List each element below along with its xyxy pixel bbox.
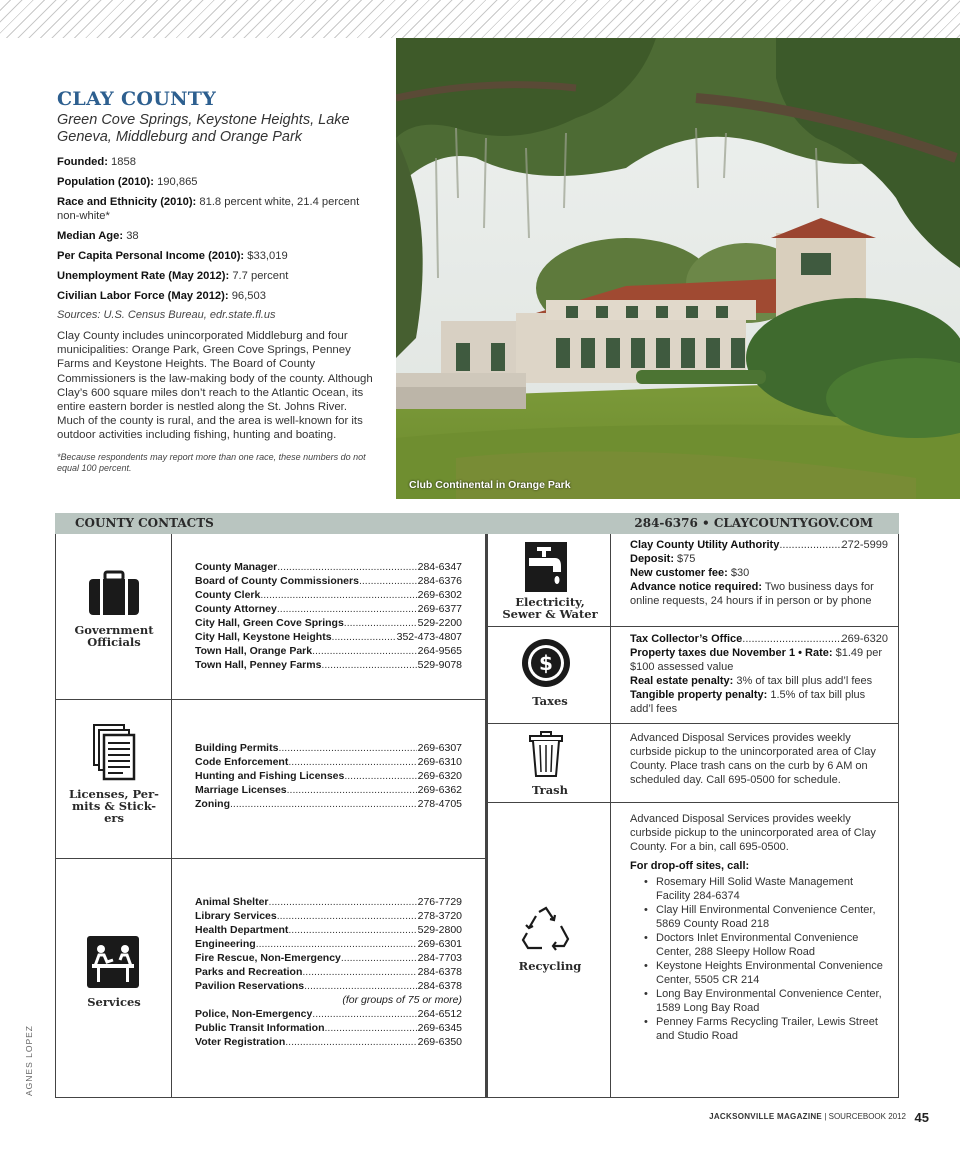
- fact-line: [57, 249, 377, 263]
- recycle-icon: [521, 906, 571, 956]
- entry-phone: 269-6320: [417, 770, 462, 782]
- directory-row: [195, 769, 462, 783]
- entry-phone: 269-6362: [417, 784, 462, 796]
- entry-phone: 276-7729: [417, 896, 462, 908]
- entry-phone: 352-473-4807: [396, 631, 462, 643]
- entry-name: Police, Non-Emergency: [195, 1008, 313, 1020]
- info-label: Real estate penalty:: [630, 675, 734, 687]
- entry-phone: 529-9078: [417, 659, 462, 671]
- svg-text:$: $: [539, 651, 553, 675]
- contacts-header-bar: [55, 513, 899, 534]
- trash-text: Advanced Disposal Services provides weekly curbside pickup to the unincorporated area of Clay County. Place trash cans on the curb by 6 AM on scheduled day. Call 695-0500 for schedule.: [630, 732, 876, 786]
- dot-leader: [312, 1007, 416, 1021]
- info-label: Advance notice required:: [630, 581, 763, 593]
- fact-value: 81.8 percent white, 21.4 percent non-white*: [57, 196, 360, 222]
- sources-line: Sources: U.S. Census Bureau, edr.state.fl.us: [57, 309, 276, 321]
- directory-row: [195, 560, 462, 574]
- entry-phone: 269-6377: [417, 603, 462, 615]
- dot-leader: [742, 632, 841, 646]
- services-desk-icon: [87, 936, 139, 988]
- dot-leader: [277, 909, 417, 923]
- grid-divider: [55, 699, 485, 700]
- entry-name: City Hall, Keystone Heights: [195, 631, 332, 643]
- office-phone: 269-6320: [841, 633, 888, 645]
- services-directory: [195, 895, 462, 1049]
- category-label-services: Services: [87, 995, 141, 1009]
- entry-phone: 284-6378: [417, 966, 462, 978]
- recycling-info: [630, 812, 888, 1043]
- dollar-icon: [521, 638, 571, 688]
- entry-name: County Attorney: [195, 603, 277, 615]
- entry-phone: 284-6376: [417, 575, 462, 587]
- race-footnote: *Because respondents may report more than one race, these numbers do not equal 100 percent.: [57, 451, 366, 473]
- label-line: Electricity,: [515, 595, 585, 609]
- info-label: Property taxes due November 1 • Rate:: [630, 647, 833, 659]
- grid-divider: [55, 858, 485, 859]
- fact-line: [57, 229, 377, 243]
- directory-row: [195, 644, 462, 658]
- entry-phone: 269-6301: [417, 938, 462, 950]
- government-directory: [195, 560, 462, 672]
- fact-value: $33,019: [244, 250, 288, 262]
- dot-leader: [341, 951, 417, 965]
- dot-leader: [325, 1021, 417, 1035]
- label-line: ers: [104, 811, 124, 825]
- dot-leader: [285, 1035, 416, 1049]
- grid-divider: [488, 626, 898, 627]
- faucet-icon: [525, 542, 567, 592]
- dot-leader: [304, 979, 416, 993]
- documents-icon: [93, 724, 137, 782]
- entry-phone: 278-3720: [417, 910, 462, 922]
- directory-row: [195, 1021, 462, 1035]
- dot-leader: [312, 644, 417, 658]
- category-label-taxes: Taxes: [532, 694, 568, 708]
- dot-leader: [321, 658, 416, 672]
- entry-phone: 269-6307: [417, 742, 462, 754]
- entry-name: Town Hall, Penney Farms: [195, 659, 322, 671]
- entry-name: City Hall, Green Cove Springs: [195, 617, 344, 629]
- office-row: [630, 632, 888, 646]
- entry-phone: 269-6345: [417, 1022, 462, 1034]
- grid-center-divider: [485, 534, 488, 1098]
- fact-line: [57, 155, 377, 169]
- info-value: Two business days for online requests, 24 hours if in person or by phone: [630, 581, 874, 607]
- dot-leader: [277, 560, 416, 574]
- entry-name: Pavilion Reservations: [195, 980, 305, 992]
- entry-name: County Manager: [195, 561, 278, 573]
- dropoff-site: • Keystone Heights Environmental Convenience Center, 5505 CR 214: [630, 959, 888, 987]
- fact-line: [57, 289, 377, 303]
- directory-row: [195, 909, 462, 923]
- directory-row: [195, 602, 462, 616]
- entry-phone: 284-6378: [417, 980, 462, 992]
- info-line: [630, 688, 888, 716]
- info-label: Deposit:: [630, 553, 674, 565]
- info-value: $1.49 per $100 assessed value: [630, 647, 883, 673]
- photo-caption: Club Continental in Orange Park: [409, 479, 571, 491]
- label-line: Sewer & Water: [502, 607, 598, 621]
- category-label-licenses: [59, 788, 169, 824]
- office-name: Clay County Utility Authority: [630, 539, 780, 551]
- entry-phone: 269-6310: [417, 756, 462, 768]
- dropoff-site: • Doctors Inlet Environmental Convenience Center, 288 Sleepy Hollow Road: [630, 931, 888, 959]
- trash-info: [630, 731, 888, 787]
- entry-name: Marriage Licenses: [195, 784, 287, 796]
- entry-name: Hunting and Fishing Licenses: [195, 770, 345, 782]
- directory-row: [195, 1007, 462, 1021]
- fact-line: [57, 195, 377, 223]
- dot-leader: [269, 895, 417, 909]
- dropoff-sites: [630, 875, 888, 1043]
- dot-leader: [287, 783, 417, 797]
- directory-row: [195, 965, 462, 979]
- info-label: Tangible property penalty:: [630, 689, 768, 701]
- fact-line: [57, 175, 377, 189]
- grid-divider: [488, 723, 898, 724]
- fact-value: 96,503: [228, 290, 266, 302]
- trash-can-icon: [529, 731, 563, 777]
- hatched-header-band: [0, 0, 960, 38]
- county-title: CLAY COUNTY: [57, 88, 217, 110]
- label-line: mits & Stick-: [72, 799, 156, 813]
- dropoff-site: • Clay Hill Environmental Convenience Center, 5869 County Road 218: [630, 903, 888, 931]
- dot-leader: [779, 538, 841, 552]
- fact-label: Unemployment Rate (May 2012):: [57, 270, 230, 282]
- page-number: 45: [914, 1110, 929, 1125]
- county-facts: [57, 155, 377, 303]
- photo-credit: AGNES LOPEZ: [24, 1025, 34, 1096]
- directory-row: [195, 1035, 462, 1049]
- info-line: [630, 552, 888, 566]
- dropoff-site: • Long Bay Environmental Convenience Center, 1589 Long Bay Road: [630, 987, 888, 1015]
- entry-name: Library Services: [195, 910, 277, 922]
- info-value: 1.5% of tax bill plus add’l fees: [630, 689, 866, 715]
- fact-label: Founded:: [57, 156, 108, 168]
- dot-leader: [230, 797, 417, 811]
- mansion-photo-illustration: [396, 38, 960, 499]
- dropoff-site: • Penney Farms Recycling Trailer, Lewis Street and Studio Road: [630, 1015, 888, 1043]
- entry-name: Fire Rescue, Non-Emergency: [195, 952, 341, 964]
- office-phone: 272-5999: [841, 539, 888, 551]
- directory-row: [195, 895, 462, 909]
- entry-phone: 284-6347: [417, 561, 462, 573]
- directory-row: [195, 797, 462, 811]
- directory-row: [195, 937, 462, 951]
- directory-row: [195, 741, 462, 755]
- entry-name: Animal Shelter: [195, 896, 269, 908]
- grid-divider: [488, 802, 898, 803]
- category-label-government: Government Officials: [74, 623, 154, 649]
- fact-label: Population (2010):: [57, 176, 154, 188]
- entry-phone: 264-6512: [417, 1008, 462, 1020]
- contacts-main-phone-url: 284-6376 • CLAYCOUNTYGOV.COM: [634, 516, 873, 530]
- pavilion-note: (for groups of 75 or more): [342, 994, 462, 1006]
- entry-phone: 529-2200: [417, 617, 462, 629]
- directory-row: [195, 923, 462, 937]
- entry-phone: 264-9565: [417, 645, 462, 657]
- category-label-utilities: [491, 596, 609, 620]
- dot-leader: [288, 923, 416, 937]
- fact-value: 1858: [107, 156, 136, 168]
- fact-value: 190,865: [153, 176, 198, 188]
- entry-name: County Clerk: [195, 589, 261, 601]
- entry-phone: 529-2800: [417, 924, 462, 936]
- utilities-info: [630, 538, 888, 608]
- taxes-info: [630, 632, 888, 716]
- entry-name: Public Transit Information: [195, 1022, 325, 1034]
- briefcase-icon: [88, 570, 140, 616]
- category-label-recycling: Recycling: [518, 959, 582, 973]
- entry-name: Health Department: [195, 924, 289, 936]
- info-line: [630, 566, 888, 580]
- county-info: [57, 88, 377, 474]
- directory-row: [195, 951, 462, 965]
- grid-divider: [610, 534, 611, 1098]
- dot-leader: [359, 574, 417, 588]
- directory-row: [195, 979, 462, 993]
- info-line: [630, 580, 888, 608]
- licenses-directory: [195, 741, 462, 811]
- dot-leader: [278, 741, 416, 755]
- folio-separator: |: [824, 1112, 827, 1121]
- entry-name: Code Enforcement: [195, 756, 289, 768]
- entry-name: Board of County Commissioners: [195, 575, 359, 587]
- dropoff-label: [630, 859, 888, 873]
- info-value: 3% of tax bill plus add’l fees: [733, 675, 873, 687]
- dropoff-site: • Rosemary Hill Solid Waste Management Facility 284-6374: [630, 875, 888, 903]
- entry-name: Parks and Recreation: [195, 966, 303, 978]
- entry-phone: 284-7703: [417, 952, 462, 964]
- contacts-grid: [55, 534, 899, 1098]
- entry-name: Zoning: [195, 798, 230, 810]
- magazine-name: JACKSONVILLE MAGAZINE: [709, 1112, 823, 1121]
- info-value: $30: [727, 567, 750, 579]
- fact-label: Civilian Labor Force (May 2012):: [57, 290, 229, 302]
- directory-row: [195, 616, 462, 630]
- office-row: [630, 538, 888, 552]
- recycling-text: Advanced Disposal Services provides weekly curbside pickup to the unincorporated area of Clay County. For a bin, call 695-0500.: [630, 813, 876, 853]
- entry-phone: 269-6302: [417, 589, 462, 601]
- directory-row: [195, 630, 462, 644]
- fact-value: 38: [123, 230, 139, 242]
- entry-name: Town Hall, Orange Park: [195, 645, 313, 657]
- fact-line: [57, 269, 377, 283]
- dropoff-label-text: For drop-off sites, call:: [630, 860, 750, 872]
- fact-label: Race and Ethnicity (2010):: [57, 196, 197, 208]
- county-subtitle: Green Cove Springs, Keystone Heights, Lake Geneva, Middleburg and Orange Park: [57, 112, 350, 145]
- contacts-title: COUNTY CONTACTS: [75, 516, 214, 530]
- dot-leader: [344, 769, 416, 783]
- info-value: $75: [674, 553, 696, 565]
- fact-label: Median Age:: [57, 230, 124, 242]
- county-description: Clay County includes unincorporated Middleburg and four municipalities: Orange Park, Green Cove Springs, Penney Farms and Keystone Heights. The Board of County Commissioners is the law-making body of the county. Although Clay’s 600 square miles don’t reach to the Atlantic Ocean, its entire eastern border is nestled along the St. Johns River. Much of the county is rural, and the area is well-known for its outdoor activities including fishing, hunting and boating.: [57, 330, 373, 442]
- directory-row: [195, 658, 462, 672]
- info-label: New customer fee:: [630, 567, 728, 579]
- category-label-trash: Trash: [531, 783, 569, 797]
- club-continental-photo: [396, 38, 960, 499]
- entry-phone: 278-4705: [417, 798, 462, 810]
- dot-leader: [332, 630, 396, 644]
- directory-row: [195, 574, 462, 588]
- info-line: [630, 674, 888, 688]
- fact-value: 7.7 percent: [229, 270, 289, 282]
- info-line: [630, 646, 888, 674]
- label-line: Licenses, Per-: [69, 787, 159, 801]
- dot-leader: [288, 755, 416, 769]
- entry-name: Engineering: [195, 938, 256, 950]
- dot-leader: [344, 616, 417, 630]
- grid-border: [55, 534, 56, 1098]
- directory-row: [195, 755, 462, 769]
- issue-name: SOURCEBOOK 2012: [828, 1112, 906, 1121]
- dot-leader: [260, 588, 416, 602]
- grid-border: [55, 1097, 899, 1098]
- fact-label: Per Capita Personal Income (2010):: [57, 250, 245, 262]
- directory-row: [195, 783, 462, 797]
- entry-phone: 269-6350: [417, 1036, 462, 1048]
- office-name: Tax Collector’s Office: [630, 633, 743, 645]
- folio: [709, 1112, 906, 1121]
- dot-leader: [302, 965, 416, 979]
- grid-divider: [171, 534, 172, 1098]
- dot-leader: [277, 602, 417, 616]
- grid-border: [898, 534, 899, 1098]
- directory-row: [195, 588, 462, 602]
- entry-name: Building Permits: [195, 742, 279, 754]
- entry-name: Voter Registration: [195, 1036, 286, 1048]
- dot-leader: [256, 937, 417, 951]
